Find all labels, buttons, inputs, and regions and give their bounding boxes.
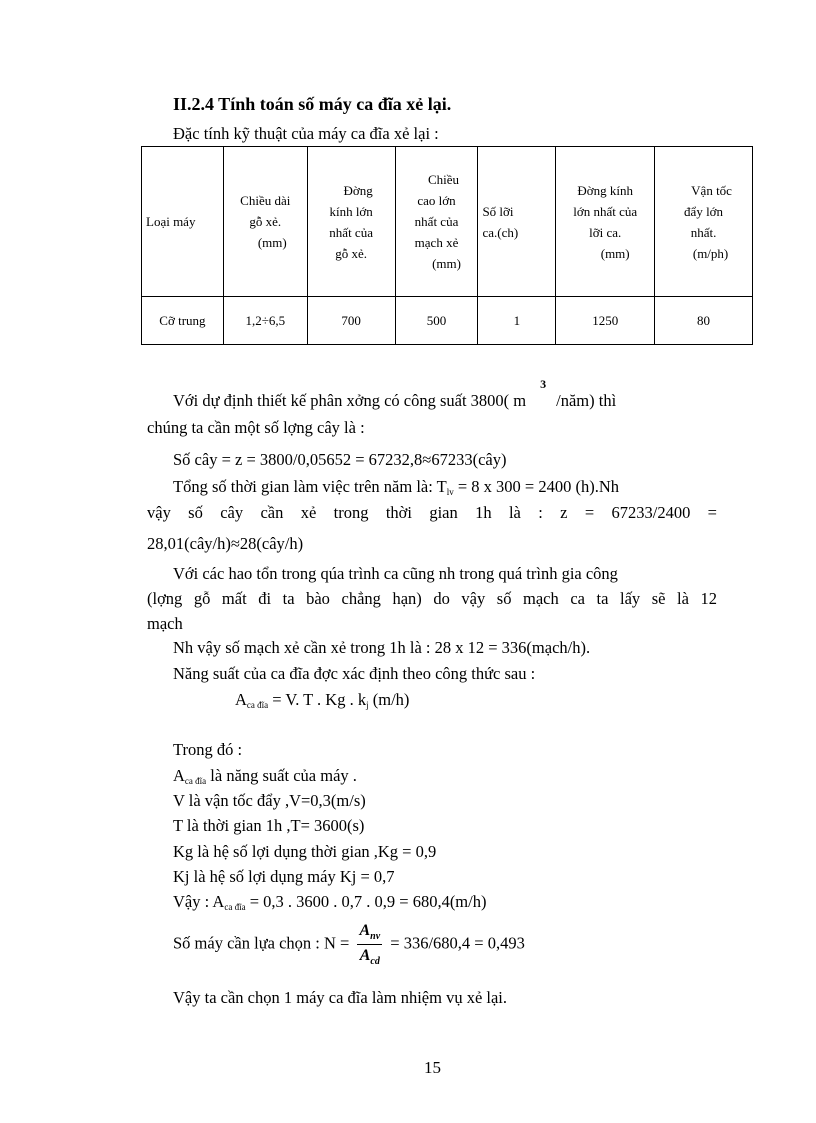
paragraph-line: 28,01(cây/h)≈28(cây/h) — [147, 534, 304, 553]
paragraph-line: chúng ta cần một số lợng cây là : — [147, 418, 365, 437]
page-number: 15 — [424, 1058, 441, 1077]
table-cell: 1,2÷6,5 — [223, 297, 307, 345]
definition-line: Vậy : Aca đĩa = 0,3 . 3600 . 0,7 . 0,9 = 680,4(m/h) — [173, 892, 487, 912]
header-cell: Chiều cao lớn nhất của mạch xẻ (mm) — [395, 147, 478, 297]
table-caption: Đặc tính kỹ thuật của máy ca đĩa xẻ lại : — [173, 124, 439, 143]
formula: Aca đĩa = V. T . Kg . kj (m/h) — [235, 690, 410, 710]
definition-line: V là vận tốc đẩy ,V=0,3(m/s) — [173, 791, 366, 810]
paragraph-line: Năng suất của ca đĩa đợc xác định theo công thức sau : — [173, 664, 536, 683]
table-row — [142, 297, 753, 345]
paragraph-line: Với dự định thiết kế phân xởng có công suất 3800( $m^3/năm$) thì — [173, 377, 617, 410]
paragraph-line: Số cây = z = 3800/0,05652 = 67232,8≈67233(cây) — [173, 450, 507, 469]
conclusion: Vậy ta cần chọn 1 máy ca đĩa làm nhiệm vụ xẻ lại. — [173, 988, 508, 1007]
header-cell: Đờng kính lớn nhất của gỗ xẻ. — [307, 147, 395, 297]
fraction: $\frac{A_{nv}}{A_{cd}}$ — [359, 922, 381, 968]
definition-line: Kj là hệ số lợi dụng máy Kj = 0,7 — [173, 867, 395, 886]
definition-line: T là thời gian 1h ,T= 3600(s) — [173, 816, 365, 835]
section-title: II.2.4 Tính toán số máy ca đĩa xẻ lại. — [173, 94, 452, 114]
table-cell: 700 — [307, 297, 395, 345]
table-cell: 500 — [395, 297, 478, 345]
definition-line: Kg là hệ số lợi dụng thời gian ,Kg = 0,9 — [173, 842, 437, 861]
paragraph-line: Tổng số thời gian làm việc trên năm là: Tlv = 8 x 300 = 2400 (h).Nh — [173, 477, 620, 497]
header-cell: Đờng kính lớn nhất của lỡi ca. (mm) — [556, 147, 655, 297]
spec-table — [141, 146, 753, 345]
paragraph-line: vậy số cây cần xẻ trong thời gian 1h là : z = 67233/2400 = — [147, 503, 717, 522]
table-cell: 80 — [655, 297, 753, 345]
paragraph-line: mạch — [147, 614, 183, 633]
table-header-row — [142, 147, 753, 297]
selection-formula: Số máy cần lựa chọn : N = $\frac{A_{nv}}{A_{cd}}$ = 336/680,4 = 0,493 — [173, 922, 525, 968]
paragraph-line: Với các hao tổn trong qúa trình ca cũng nh trong quá trình gia công — [173, 564, 618, 583]
header-cell: Vận tốc đẩy lớn nhất. (m/ph) — [655, 147, 753, 297]
paragraph-line: (lợng gỗ mất đi ta bào chẳng hạn) do vậy số mạch ca ta lấy sẽ là 12 — [147, 589, 717, 608]
table-cell: 1250 — [556, 297, 655, 345]
header-cell: Chiều dài gỗ xẻ. (mm) — [223, 147, 307, 297]
table-cell: Cỡ trung — [142, 297, 224, 345]
table-cell: 1 — [478, 297, 556, 345]
header-cell: Số lỡi ca.(ch) — [478, 147, 556, 297]
paragraph-line: Trong đó : — [173, 740, 243, 759]
definition-line: Aca đĩa là năng suất của máy . — [173, 766, 357, 786]
header-cell: Loại máy — [142, 147, 224, 297]
paragraph-line: Nh vậy số mạch xẻ cần xẻ trong 1h là : 28 x 12 = 336(mạch/h). — [173, 638, 591, 657]
